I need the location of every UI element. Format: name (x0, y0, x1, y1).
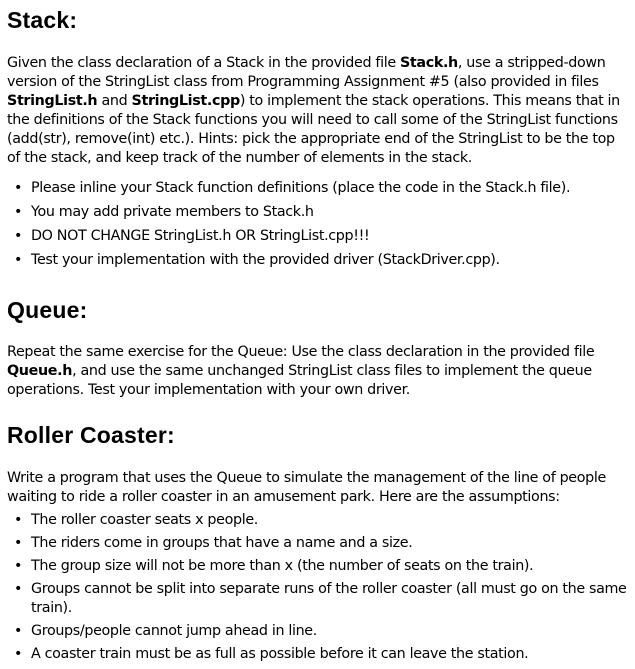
bullet-icon: • (14, 204, 23, 220)
list-item (7, 203, 629, 222)
bullet-icon: • (14, 512, 23, 528)
stack-h-filename: Stack.h (399, 55, 458, 71)
roller-coaster-bullet-list (7, 511, 629, 664)
list-item (7, 580, 629, 618)
queue-heading: Queue: (7, 297, 88, 323)
list-item-text: Groups cannot be split into separate runs of the roller coaster (all must go on the same train). (31, 581, 627, 616)
list-item (7, 622, 629, 641)
stack-text-d: ) to implement the stack operations. This means that in the definitions of the Stack functions you will need to call some of the StringList functions (add(str), remove(int) etc.). Hints: pick the appropriate end of the StringList to be the top of the stack, and keep track of the number of elements in the stack. (7, 93, 620, 166)
list-item-text: You may add private members to Stack.h (31, 204, 314, 220)
list-item (7, 511, 629, 530)
bullet-icon: • (14, 535, 23, 551)
list-item (7, 534, 629, 553)
list-item (7, 645, 629, 664)
list-item-text: The group size will not be more than x (the number of seats on the train). (31, 558, 534, 574)
bullet-icon: • (14, 228, 23, 244)
list-item-text: The riders come in groups that have a name and a size. (31, 535, 413, 551)
list-item (7, 251, 629, 270)
document-page (7, 0, 629, 668)
stack-text-b: , use a stripped-down version of the StringList class from Programming Assignment #5 (also provided in files (7, 55, 606, 90)
list-item-text: The roller coaster seats x people. (31, 512, 258, 528)
queue-h-filename: Queue.h (7, 363, 73, 379)
list-item-text: Groups/people cannot jump ahead in line. (31, 623, 317, 639)
bullet-icon: • (14, 558, 23, 574)
roller-coaster-intro: Write a program that uses the Queue to simulate the management of the line of people waiting to ride a roller coaster in an amusement park. Here are the assumptions: (7, 470, 606, 505)
stack-text-c: and (97, 93, 132, 109)
list-item (7, 179, 629, 198)
bullet-icon: • (14, 581, 23, 597)
bullet-icon: • (14, 180, 23, 196)
list-item (7, 227, 629, 246)
queue-text-a: Repeat the same exercise for the Queue: Use the class declaration in the provided file (7, 344, 595, 360)
roller-coaster-heading: Roller Coaster: (7, 422, 175, 448)
list-item (7, 557, 629, 576)
bullet-icon: • (14, 252, 23, 268)
list-item-text: A coaster train must be as full as possible before it can leave the station. (31, 646, 529, 662)
stringlist-cpp-filename: StringList.cpp (131, 93, 240, 109)
stack-text-a: Given the class declaration of a Stack in the provided file (7, 55, 400, 71)
bullet-icon: • (14, 623, 23, 639)
queue-text-b: , and use the same unchanged StringList class files to implement the queue operations. Test your implementation with your own driver. (7, 363, 592, 398)
queue-paragraph (7, 343, 629, 400)
stringlist-h-filename: StringList.h (7, 93, 98, 109)
list-item-text: DO NOT CHANGE StringList.h OR StringList.cpp!!! (31, 228, 370, 244)
bullet-icon: • (14, 646, 23, 662)
stack-bullet-list (7, 179, 629, 270)
stack-paragraph (7, 54, 629, 168)
stack-heading: Stack: (7, 7, 78, 33)
list-item-text: Please inline your Stack function definitions (place the code in the Stack.h file). (31, 180, 571, 196)
list-item-text: Test your implementation with the provided driver (StackDriver.cpp). (31, 252, 500, 268)
